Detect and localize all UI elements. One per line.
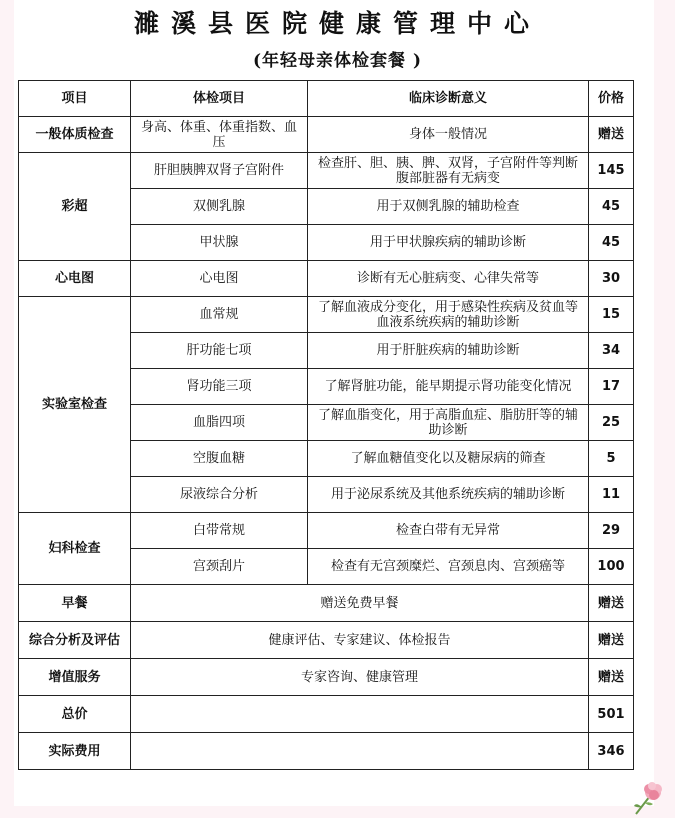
category-cell: 实验室检查 <box>19 297 131 513</box>
meaning-cell: 了解血脂变化，用于高脂血症、脂肪肝等的辅助诊断 <box>308 405 589 441</box>
meaning-cell: 检查肝、胆、胰、脾、双肾，子宫附件等判断腹部脏器有无病变 <box>308 153 589 189</box>
item-cell: 白带常规 <box>131 513 308 549</box>
price-cell: 29 <box>589 513 634 549</box>
total-label: 总价 <box>19 696 131 733</box>
price-cell: 15 <box>589 297 634 333</box>
price-cell: 5 <box>589 441 634 477</box>
meaning-cell: 用于甲状腺疾病的辅助诊断 <box>308 225 589 261</box>
header-meaning: 临床诊断意义 <box>308 81 589 117</box>
table-row <box>19 622 634 659</box>
item-cell: 心电图 <box>131 261 308 297</box>
header-category: 项目 <box>19 81 131 117</box>
category-cell: 增值服务 <box>19 659 131 696</box>
table-row <box>19 297 634 333</box>
meaning-cell: 检查白带有无异常 <box>308 513 589 549</box>
meaning-cell: 检查有无宫颈糜烂、宫颈息肉、宫颈癌等 <box>308 549 589 585</box>
price-cell: 17 <box>589 369 634 405</box>
meaning-cell: 了解血液成分变化，用于感染性疾病及贫血等血液系统疾病的辅助诊断 <box>308 297 589 333</box>
price-cell: 25 <box>589 405 634 441</box>
price-cell: 100 <box>589 549 634 585</box>
price-cell: 34 <box>589 333 634 369</box>
meaning-cell: 用于双侧乳腺的辅助检查 <box>308 189 589 225</box>
meaning-cell: 用于泌尿系统及其他系统疾病的辅助诊断 <box>308 477 589 513</box>
price-cell: 30 <box>589 261 634 297</box>
table-row <box>19 117 634 153</box>
item-cell: 身高、体重、体重指数、血压 <box>131 117 308 153</box>
meaning-cell: 了解血糖值变化以及糖尿病的筛查 <box>308 441 589 477</box>
item-cell: 血脂四项 <box>131 405 308 441</box>
item-cell: 肝功能七项 <box>131 333 308 369</box>
actual-cost-row <box>19 733 634 770</box>
category-cell: 心电图 <box>19 261 131 297</box>
price-cell: 赠送 <box>589 117 634 153</box>
category-cell: 早餐 <box>19 585 131 622</box>
category-cell: 彩超 <box>19 153 131 261</box>
total-value: 501 <box>589 696 634 733</box>
detail-cell: 专家咨询、健康管理 <box>131 659 589 696</box>
table-row <box>19 261 634 297</box>
actual-cost-label: 实际费用 <box>19 733 131 770</box>
category-cell: 妇科检查 <box>19 513 131 585</box>
item-cell: 空腹血糖 <box>131 441 308 477</box>
detail-cell: 健康评估、专家建议、体检报告 <box>131 622 589 659</box>
document-title: 濉溪县医院健康管理中心 <box>133 9 541 38</box>
header-price: 价格 <box>589 81 634 117</box>
total-row <box>19 696 634 733</box>
price-cell: 45 <box>589 225 634 261</box>
item-cell: 血常规 <box>131 297 308 333</box>
detail-cell: 赠送免费早餐 <box>131 585 589 622</box>
table-header-row <box>19 81 634 117</box>
item-cell: 肾功能三项 <box>131 369 308 405</box>
table-row <box>19 153 634 189</box>
meaning-cell: 身体一般情况 <box>308 117 589 153</box>
table-row <box>19 585 634 622</box>
meaning-cell: 用于肝脏疾病的辅助诊断 <box>308 333 589 369</box>
header-item: 体检项目 <box>131 81 308 117</box>
table-row <box>19 513 634 549</box>
item-cell: 甲状腺 <box>131 225 308 261</box>
price-cell: 赠送 <box>589 622 634 659</box>
item-cell: 肝胆胰脾双肾子宫附件 <box>131 153 308 189</box>
price-cell: 赠送 <box>589 659 634 696</box>
checkup-package-table <box>18 80 634 770</box>
item-cell: 双侧乳腺 <box>131 189 308 225</box>
empty-cell <box>131 696 589 733</box>
actual-cost-value: 346 <box>589 733 634 770</box>
item-cell: 尿液综合分析 <box>131 477 308 513</box>
category-cell: 综合分析及评估 <box>19 622 131 659</box>
table-row <box>19 659 634 696</box>
price-cell: 11 <box>589 477 634 513</box>
empty-cell <box>131 733 589 770</box>
document-subtitle: (年轻母亲体检套餐 ) <box>252 51 422 71</box>
category-cell: 一般体质检查 <box>19 117 131 153</box>
meaning-cell: 诊断有无心脏病变、心律失常等 <box>308 261 589 297</box>
carnation-flower-icon <box>628 780 668 816</box>
price-cell: 145 <box>589 153 634 189</box>
item-cell: 宫颈刮片 <box>131 549 308 585</box>
meaning-cell: 了解肾脏功能，能早期提示肾功能变化情况 <box>308 369 589 405</box>
price-cell: 赠送 <box>589 585 634 622</box>
price-cell: 45 <box>589 189 634 225</box>
